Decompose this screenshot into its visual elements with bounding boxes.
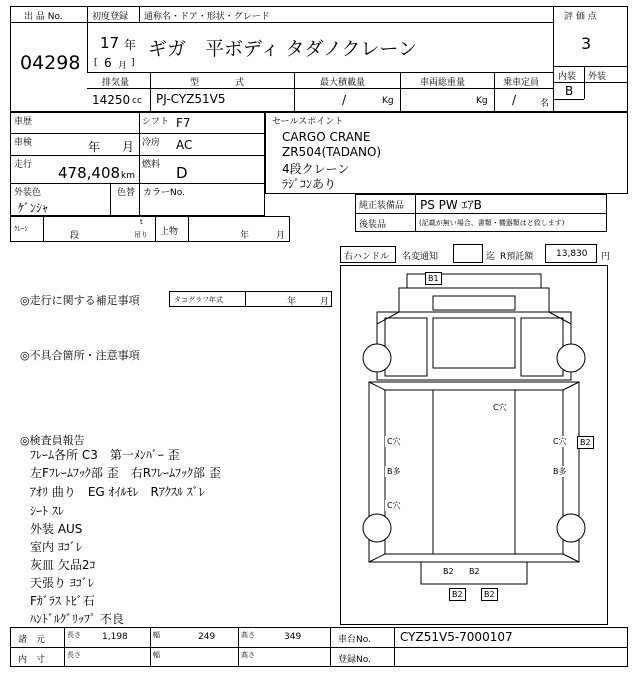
reg-no-label: 登録No. <box>338 655 371 665</box>
damage-tag: B2 <box>481 588 498 601</box>
report-line: 室内 ﾖｺﾞﾚ <box>30 540 82 554</box>
damage-tag: B多 <box>553 467 567 476</box>
tacho-label: タコグラフ年式 <box>174 296 223 304</box>
sales-line-4: ﾗｼﾞｺﾝあり <box>282 177 337 191</box>
maxload-slash: / <box>342 93 347 107</box>
crane-ton: t <box>140 218 143 226</box>
inner-label: 内 寸 <box>18 655 46 665</box>
inner-width-label: 幅 <box>153 651 160 659</box>
model-name: ギガ 平ボディ タダノクレーン <box>148 38 418 60</box>
sales-line-3: 4段クレーン <box>282 162 350 176</box>
length-value: 1,198 <box>102 632 128 642</box>
colorno-label-2: カラーNo. <box>143 188 185 198</box>
tacho-month: 月 <box>320 297 330 307</box>
damage-tag: C穴 <box>387 501 401 510</box>
report-line: 左Fﾌﾚｰﾑﾌｯｸ部 歪 右Rﾌﾚｰﾑﾌｯｸ部 歪 <box>30 466 221 480</box>
colorno-label: 色替 <box>117 188 136 198</box>
color-value: ｹﾞﾝｼｬ <box>18 201 49 215</box>
crane-stage: 段 <box>70 231 80 241</box>
reg-label: 初度登録 <box>92 12 129 22</box>
history-label: 車歴 <box>14 117 33 127</box>
report-line: 天張り ﾖｺﾞﾚ <box>30 576 94 590</box>
report-line: 灰皿 欠品2ｺ <box>30 558 96 572</box>
vehicle-info-frame <box>10 112 265 216</box>
capacity-slash: / <box>512 93 517 107</box>
fuel-value: D <box>176 164 188 182</box>
capacity-unit: 名 <box>540 99 550 109</box>
name-label: 通称名・ドア・形状・グレード <box>144 12 270 22</box>
retro-note: (記載が無い場合、書類・機器類はと致します) <box>419 219 565 227</box>
damage-tag: B2 <box>449 588 466 601</box>
damage-tag: C穴 <box>493 403 507 412</box>
reg-month-unit: 月 <box>118 61 128 71</box>
crane-label: ｸﾚｰﾝ <box>14 225 28 233</box>
exterior-label: 外装 <box>588 72 607 82</box>
damage-tag: B2 <box>443 567 454 576</box>
mileage-unit: km <box>121 171 135 181</box>
color-label: 外装色 <box>14 188 42 198</box>
retro-label: 後装品 <box>359 220 387 230</box>
height-value: 349 <box>284 632 302 642</box>
width-label: 幅 <box>153 631 160 639</box>
report-line: Fｶﾞﾗｽ ﾄﾋﾞ石 <box>30 594 95 608</box>
damage-tag: C穴 <box>553 437 567 446</box>
damage-tag: B1 <box>425 272 442 285</box>
name-change-box <box>453 244 483 263</box>
lot-number: 04298 <box>20 52 81 74</box>
upper-label: 上物 <box>160 227 179 237</box>
shift-value: F7 <box>176 116 191 130</box>
damage-tag: B多 <box>387 467 401 476</box>
dims-label: 諸 元 <box>18 635 46 645</box>
inspection-month: 月 <box>122 140 135 154</box>
interior-grade: B <box>565 84 574 98</box>
chassis-value: CYZ51V5-7000107 <box>400 630 513 644</box>
length-label: 長さ <box>67 631 81 639</box>
reg-month: 6 <box>104 56 112 70</box>
report-line: ｼｰﾄ ｽﾚ <box>30 504 64 518</box>
inspector-title: ◎検査員報告 <box>20 434 85 447</box>
height-label: 高さ <box>241 631 255 639</box>
interior-label: 内装 <box>558 72 577 82</box>
rating-value: 3 <box>581 34 592 53</box>
displacement-value: 14250 <box>92 93 131 107</box>
type-value: PJ-CYZ51V5 <box>156 92 226 106</box>
driving-remarks-title: ◎走行に関する補足事項 <box>20 294 140 307</box>
sales-line-2: ZR504(TADANO) <box>282 145 382 159</box>
r-amount: 13,830 <box>556 249 588 259</box>
displacement-label: 排気量 <box>102 78 130 88</box>
report-line: 外装 AUS <box>30 522 83 536</box>
equipment-value: PS PW ｴｱB <box>420 198 482 212</box>
inspection-label: 車検 <box>14 138 33 148</box>
defects-title: ◎不具合箇所・注意事項 <box>20 349 140 362</box>
damage-tag: C穴 <box>387 437 401 446</box>
ac-label: 冷房 <box>142 138 161 148</box>
gvw-label: 車両総重量 <box>420 78 466 88</box>
inner-length-label: 長さ <box>67 651 81 659</box>
displacement-unit: cc <box>132 96 142 106</box>
report-line: ﾊﾝﾄﾞﾙｸﾞﾘｯﾌﾟ 不良 <box>30 612 124 626</box>
mileage-value: 478,408 <box>58 164 121 182</box>
fuel-label: 燃料 <box>142 160 161 170</box>
sales-label: セールスポイント <box>272 117 344 127</box>
damage-diagram <box>340 265 608 625</box>
upper-month: 月 <box>276 231 286 241</box>
type-label: 型 式 <box>190 78 245 88</box>
mileage-label: 走行 <box>14 160 33 170</box>
damage-tag: B2 <box>469 567 480 576</box>
maxload-unit: Kg <box>382 96 394 106</box>
rating-label: 評 価 点 <box>564 12 597 22</box>
reg-year: 17 <box>100 34 120 52</box>
ac-value: AC <box>176 138 193 152</box>
r-pre-label: R預託額 <box>500 252 534 262</box>
crane-hoist: 吊り <box>134 231 148 239</box>
capacity-label: 乗車定員 <box>503 78 540 88</box>
lot-label: 出 品 No. <box>24 12 63 22</box>
shift-label: シフト <box>142 117 170 127</box>
inspection-year: 年 <box>88 140 101 154</box>
width-value: 249 <box>198 632 216 642</box>
rhd-label: 右ハンドル <box>344 252 390 262</box>
upper-year: 年 <box>240 231 250 241</box>
r-unit: 円 <box>601 252 611 262</box>
name-change-label: 名変通知 <box>402 252 439 262</box>
sales-line-1: CARGO CRANE <box>282 130 371 144</box>
damage-tag: B2 <box>577 436 594 449</box>
count-label: 迄 <box>486 252 496 262</box>
equipment-label: 純正装備品 <box>359 201 405 211</box>
gvw-unit: Kg <box>476 96 488 106</box>
inner-height-label: 高さ <box>241 651 255 659</box>
tacho-year: 年 <box>287 297 297 307</box>
chassis-label: 車台No. <box>338 635 371 645</box>
maxload-label: 最大積載量 <box>320 78 366 88</box>
reg-year-unit: 年 <box>124 38 137 52</box>
report-line: ﾌﾚｰﾑ各所 C3 第一ﾒﾝﾊﾞｰ 歪 <box>30 448 180 462</box>
report-line: ｱｵﾘ 曲り EG ｵｲﾙﾓﾚ Rｱｸｽﾙ ｽﾞﾚ <box>30 485 205 499</box>
